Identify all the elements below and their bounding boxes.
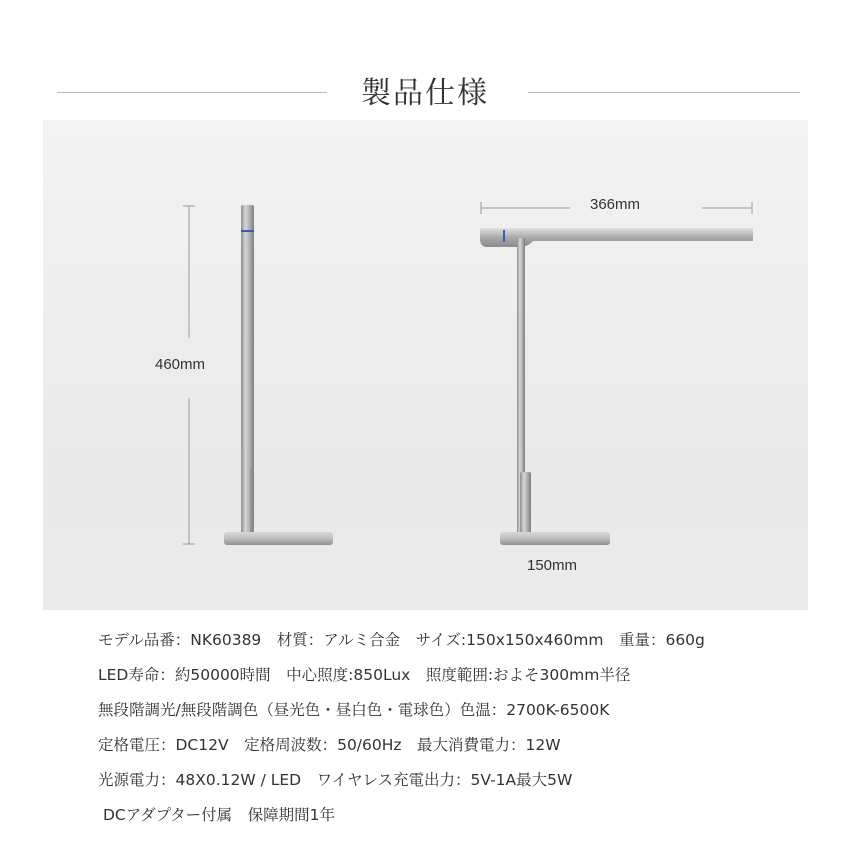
- spec-line-led: LED寿命：約50000時間 中心照度:850Lux 照度範囲:およそ300mm半径: [98, 666, 631, 684]
- lamp-side-view: [224, 205, 333, 545]
- product-dimension-photo: [43, 120, 808, 610]
- spec-line-model: モデル品番：NK60389 材質：アルミ合金 サイズ:150x150x460mm 重量：660g: [98, 631, 705, 649]
- spec-line-voltage: 定格電圧：DC12V 定格周波数：50/60Hz 最大消費電力：12W: [98, 736, 561, 754]
- page-title: 製品仕様: [361, 76, 489, 111]
- spec-line-dimming: 無段階調光/無段階調色（昼光色・昼白色・電球色）色温：2700K-6500K: [98, 701, 610, 719]
- spec-line-accessories: DCアダプター付属 保障期間1年: [103, 806, 335, 824]
- lamp-front-view: [480, 228, 753, 545]
- header-divider-right: [528, 92, 800, 93]
- section-header: [0, 60, 850, 120]
- height-dimension-line: [183, 206, 195, 544]
- spec-list: [98, 626, 838, 836]
- spec-line-power: 光源電力：48X0.12W / LED ワイヤレス充電出力：5V-1A最大5W: [98, 771, 573, 789]
- base-dimension-label: 150mm: [527, 557, 578, 574]
- height-dimension-label: 460mm: [155, 356, 206, 373]
- width-dimension-label: 366mm: [590, 196, 641, 213]
- header-divider-left: [57, 92, 327, 93]
